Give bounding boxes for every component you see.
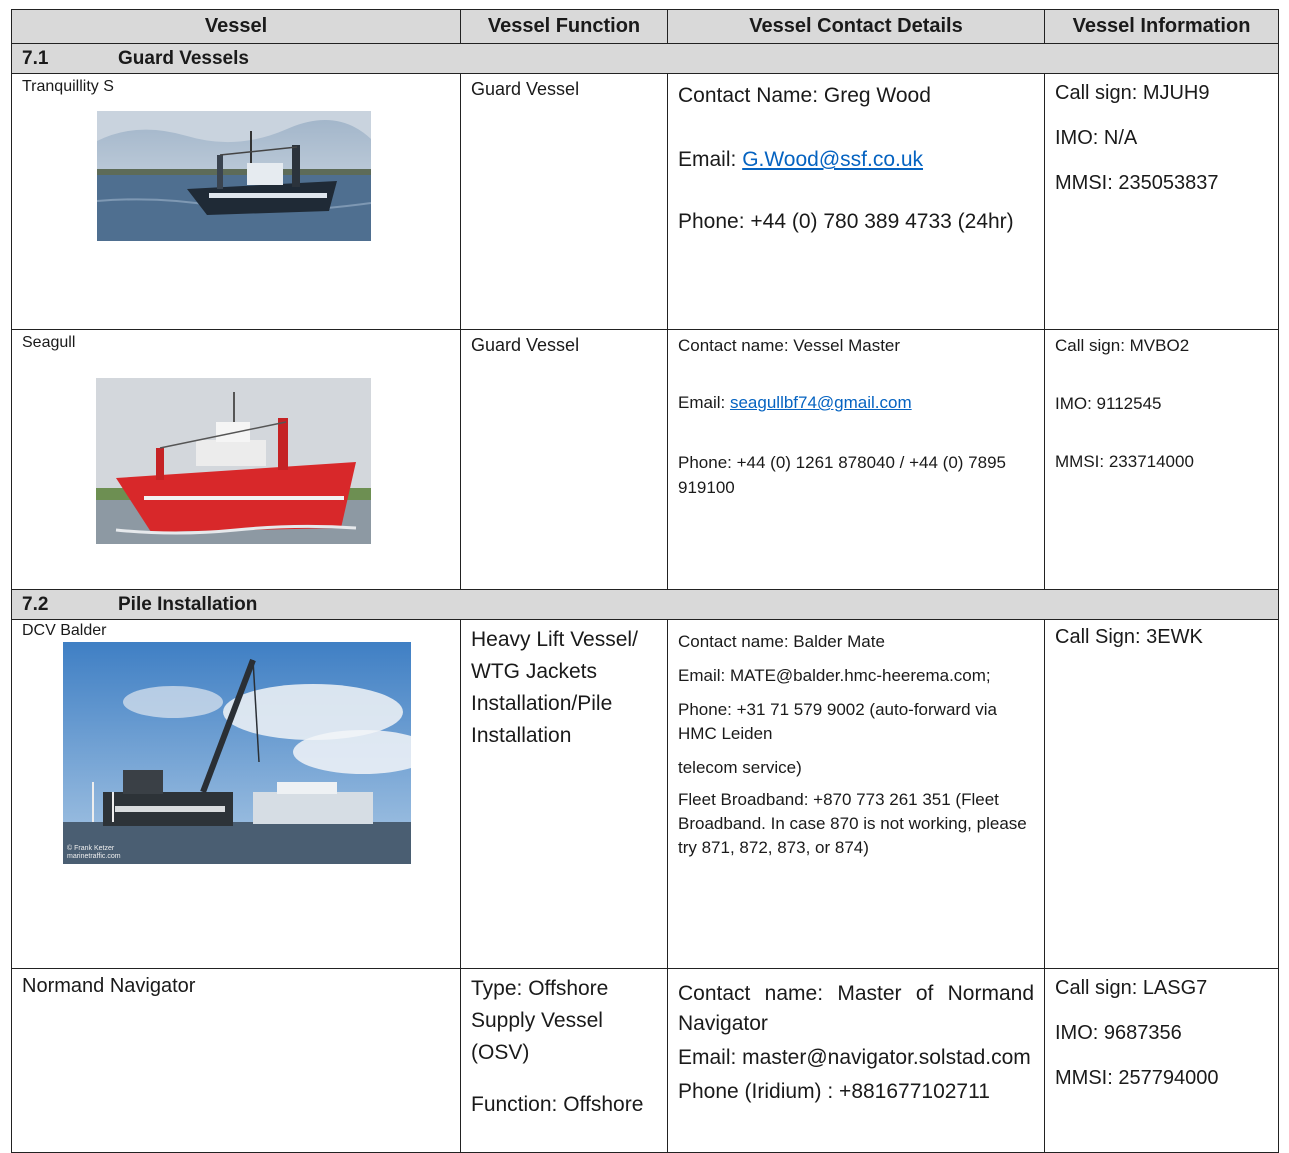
section-heading: [12, 44, 1279, 74]
vessel-function: Guard Vessel: [471, 335, 580, 355]
section-number: 7.1: [22, 47, 49, 69]
contact-phone: Phone: +31 71 579 9002 (auto-forward via HMC Leiden: [678, 700, 997, 743]
vessel-info-cell: [1045, 620, 1279, 969]
fleet-broadband: Fleet Broadband: +870 773 261 351 (Fleet Broadband. In case 870 is not working, please try 871, 872, 873, or 874): [678, 790, 1027, 857]
section-title: Guard Vessels: [118, 47, 249, 69]
vessel-cell: [12, 74, 461, 330]
mmsi: MMSI: 233714000: [1055, 452, 1194, 471]
call-sign: Call sign: MJUH9: [1055, 82, 1210, 104]
table-header-row: [12, 10, 1279, 44]
header-vessel: Vessel: [12, 10, 461, 44]
vessel-name: Normand Navigator: [22, 975, 196, 997]
contact-email: Email: seagullbf74@gmail.com: [678, 393, 912, 412]
section-row: [12, 44, 1279, 74]
vessel-function-cell: [461, 969, 668, 1153]
contact-email: Email: master@navigator.solstad.com: [678, 1046, 1031, 1069]
table-row: [12, 969, 1279, 1153]
section-title: Pile Installation: [118, 593, 258, 615]
call-sign: Call Sign: 3EWK: [1055, 626, 1203, 648]
vessel-function-cell: [461, 330, 668, 590]
vessel-photo: [96, 378, 371, 544]
contact-name: Contact Name: Greg Wood: [678, 84, 931, 107]
header-vessel-information: Vessel Information: [1045, 10, 1279, 44]
photo-caption: © Frank Ketzer marinetraffic.com: [67, 845, 121, 860]
vessel-name: Seagull: [22, 334, 76, 351]
contact-phone: Phone (Iridium) : +881677102711: [678, 1080, 990, 1103]
vessel-function: Guard Vessel: [471, 79, 580, 99]
vessel-cell: [12, 620, 461, 969]
contact-phone: Phone: +44 (0) 1261 878040 / +44 (0) 7895 919100: [678, 453, 1006, 497]
vessel-cell: [12, 969, 461, 1153]
vessel-info-cell: [1045, 969, 1279, 1153]
vessel-info-cell: [1045, 74, 1279, 330]
section-row: [12, 590, 1279, 620]
vessel-photo: [97, 111, 371, 241]
contact-cell: [668, 330, 1045, 590]
contact-cell: [668, 620, 1045, 969]
call-sign: Call sign: LASG7: [1055, 977, 1208, 999]
contact-name: Contact name: Balder Mate: [678, 632, 885, 651]
contact-email: Email: MATE@balder.hmc-heerema.com;: [678, 666, 991, 685]
contact-phone: Phone: +44 (0) 780 389 4733 (24hr): [678, 210, 1014, 233]
email-link[interactable]: seagullbf74@gmail.com: [729, 393, 912, 412]
email-link[interactable]: G.Wood@ssf.co.uk: [742, 148, 924, 171]
vessel-function-cell: [461, 620, 668, 969]
section-heading: [12, 590, 1279, 620]
contact-cell: [668, 969, 1045, 1153]
mmsi: MMSI: 257794000: [1055, 1067, 1219, 1089]
table-row: [12, 620, 1279, 969]
header-vessel-function: Vessel Function: [461, 10, 668, 44]
vessel-cell: [12, 330, 461, 590]
vessel-photo: [63, 642, 411, 864]
header-vessel-contact: Vessel Contact Details: [668, 10, 1045, 44]
contact-phone-cont: telecom service): [678, 758, 802, 777]
mmsi: MMSI: 235053837: [1055, 172, 1219, 194]
call-sign: Call sign: MVBO2: [1055, 336, 1190, 355]
vessel-name: DCV Balder: [22, 622, 107, 639]
imo: IMO: 9687356: [1055, 1022, 1182, 1044]
vessel-photo-frame: [63, 642, 411, 864]
table-row: [12, 330, 1279, 590]
contact-name: Contact name: Vessel Master: [678, 336, 901, 355]
contact-name: Contact name: Master of Normand Navigator: [678, 982, 1034, 1035]
vessel-function-fn: Function: Offshore: [471, 1093, 644, 1116]
contact-email: Email: G.Wood@ssf.co.uk: [678, 148, 924, 171]
vessel-function-cell: [461, 74, 668, 330]
section-number: 7.2: [22, 593, 49, 615]
contact-cell: [668, 74, 1045, 330]
table-row: [12, 74, 1279, 330]
imo: IMO: N/A: [1055, 127, 1138, 149]
imo: IMO: 9112545: [1055, 394, 1162, 413]
vessel-table: [11, 9, 1279, 1153]
vessel-function: Heavy Lift Vessel/ WTG Jackets Installation/Pile Installation: [471, 628, 638, 747]
vessel-info-cell: [1045, 330, 1279, 590]
vessel-name: Tranquillity S: [22, 78, 114, 95]
vessel-function-type: Type: Offshore Supply Vessel (OSV): [471, 977, 609, 1064]
